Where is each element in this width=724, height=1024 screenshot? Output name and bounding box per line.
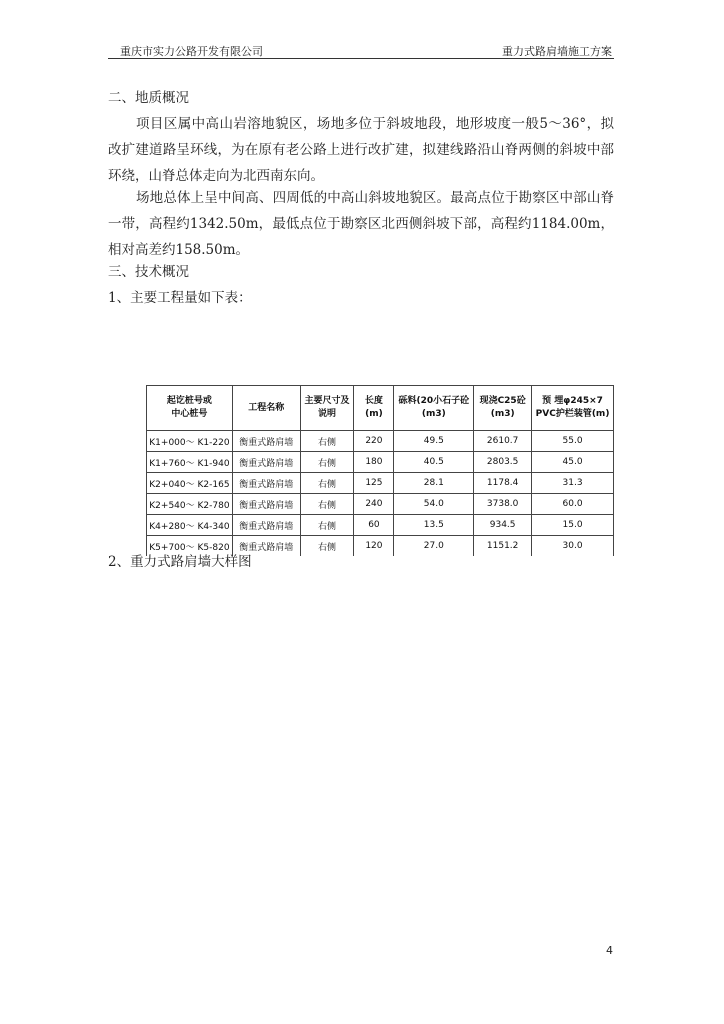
table-cell: 54.0 [394,494,474,515]
table-cell: 49.5 [394,431,474,452]
table-cell: 27.0 [394,536,474,557]
table-cell: 28.1 [394,473,474,494]
table-cell: K2+040～ K2-165 [147,473,233,494]
table-cell: 衡重式路肩墙 [232,515,300,536]
table-row [147,473,614,494]
table-cell: K5+700～ K5-820 [147,536,233,557]
table-cell: 右侧 [300,452,354,473]
table-cell: K1+760～ K1-940 [147,452,233,473]
section-3-item-2: 2、重力式路肩墙大样图 [108,554,252,570]
section-3-item-1: 1、主要工程量如下表： [108,290,252,306]
table-cell: K4+280～ K4-340 [147,515,233,536]
table-row [147,452,614,473]
table-cell: 右侧 [300,494,354,515]
table-cell: 2610.7 [474,431,532,452]
table-header-cell: 砾料(20小石子砼(m3) [394,386,474,431]
table-header-cell: 起讫桩号或 中心桩号 [147,386,233,431]
table-cell: 衡重式路肩墙 [232,536,300,557]
section-3-title: 三、技术概况 [108,264,189,280]
table-header-cell: 工程名称 [232,386,300,431]
page-header [108,40,614,59]
table-cell: 60 [354,515,394,536]
table-cell: 右侧 [300,536,354,557]
table-cell: 衡重式路肩墙 [232,473,300,494]
section-2-title: 二、地质概况 [108,90,189,106]
table-cell: K2+540～ K2-780 [147,494,233,515]
table-cell: 衡重式路肩墙 [232,452,300,473]
table-cell: 180 [354,452,394,473]
table-body [147,431,614,557]
table-cell: 220 [354,431,394,452]
table-row [147,494,614,515]
table-cell: 120 [354,536,394,557]
table-cell: 3738.0 [474,494,532,515]
table-cell: 2803.5 [474,452,532,473]
table-header-cell: 现浇C25砼 (m3) [474,386,532,431]
table-cell: 934.5 [474,515,532,536]
table-cell: 55.0 [532,431,614,452]
table-header-row [147,386,614,431]
table-header-cell: 主要尺寸及说明 [300,386,354,431]
table-cell: 40.5 [394,452,474,473]
table-cell: 45.0 [532,452,614,473]
table-cell: 60.0 [532,494,614,515]
page-number: 4 [606,944,613,957]
document-title: 重力式路肩墙施工方案 [502,45,612,58]
table-cell: 125 [354,473,394,494]
table-cell: 30.0 [532,536,614,557]
table-cell: 15.0 [532,515,614,536]
section-2-paragraph-2: 场地总体上呈中间高、四周低的中高山斜坡地貌区。最高点位于勘察区中部山脊一带，高程约1342.50m，最低点位于勘察区北西侧斜坡下部，高程约1184.00m，相对高差约158.50m。 [108,190,614,258]
table-cell: 1178.4 [474,473,532,494]
section-2-paragraph-1: 项目区属中高山岩溶地貌区，场地多位于斜坡地段，地形坡度一般5～36°，拟改扩建道路呈环线，为在原有老公路上进行改扩建，拟建线路沿山脊两侧的斜坡中部环绕，山脊总体走向为北西南东向。 [108,116,614,184]
table-header-cell: 预 埋φ245×7 PVC护栏装管(m) [532,386,614,431]
table-cell: 240 [354,494,394,515]
table-cell: K1+000～ K1-220 [147,431,233,452]
table-header-cell: 长度(m) [354,386,394,431]
table-cell: 右侧 [300,515,354,536]
table-cell: 衡重式路肩墙 [232,494,300,515]
table-cell: 31.3 [532,473,614,494]
table-row [147,431,614,452]
table-cell: 13.5 [394,515,474,536]
table-cell: 1151.2 [474,536,532,557]
table-cell: 右侧 [300,473,354,494]
table-cell: 右侧 [300,431,354,452]
table-row [147,515,614,536]
table-cell: 衡重式路肩墙 [232,431,300,452]
quantities-table [146,385,614,556]
company-name: 重庆市实力公路开发有限公司 [120,45,263,58]
